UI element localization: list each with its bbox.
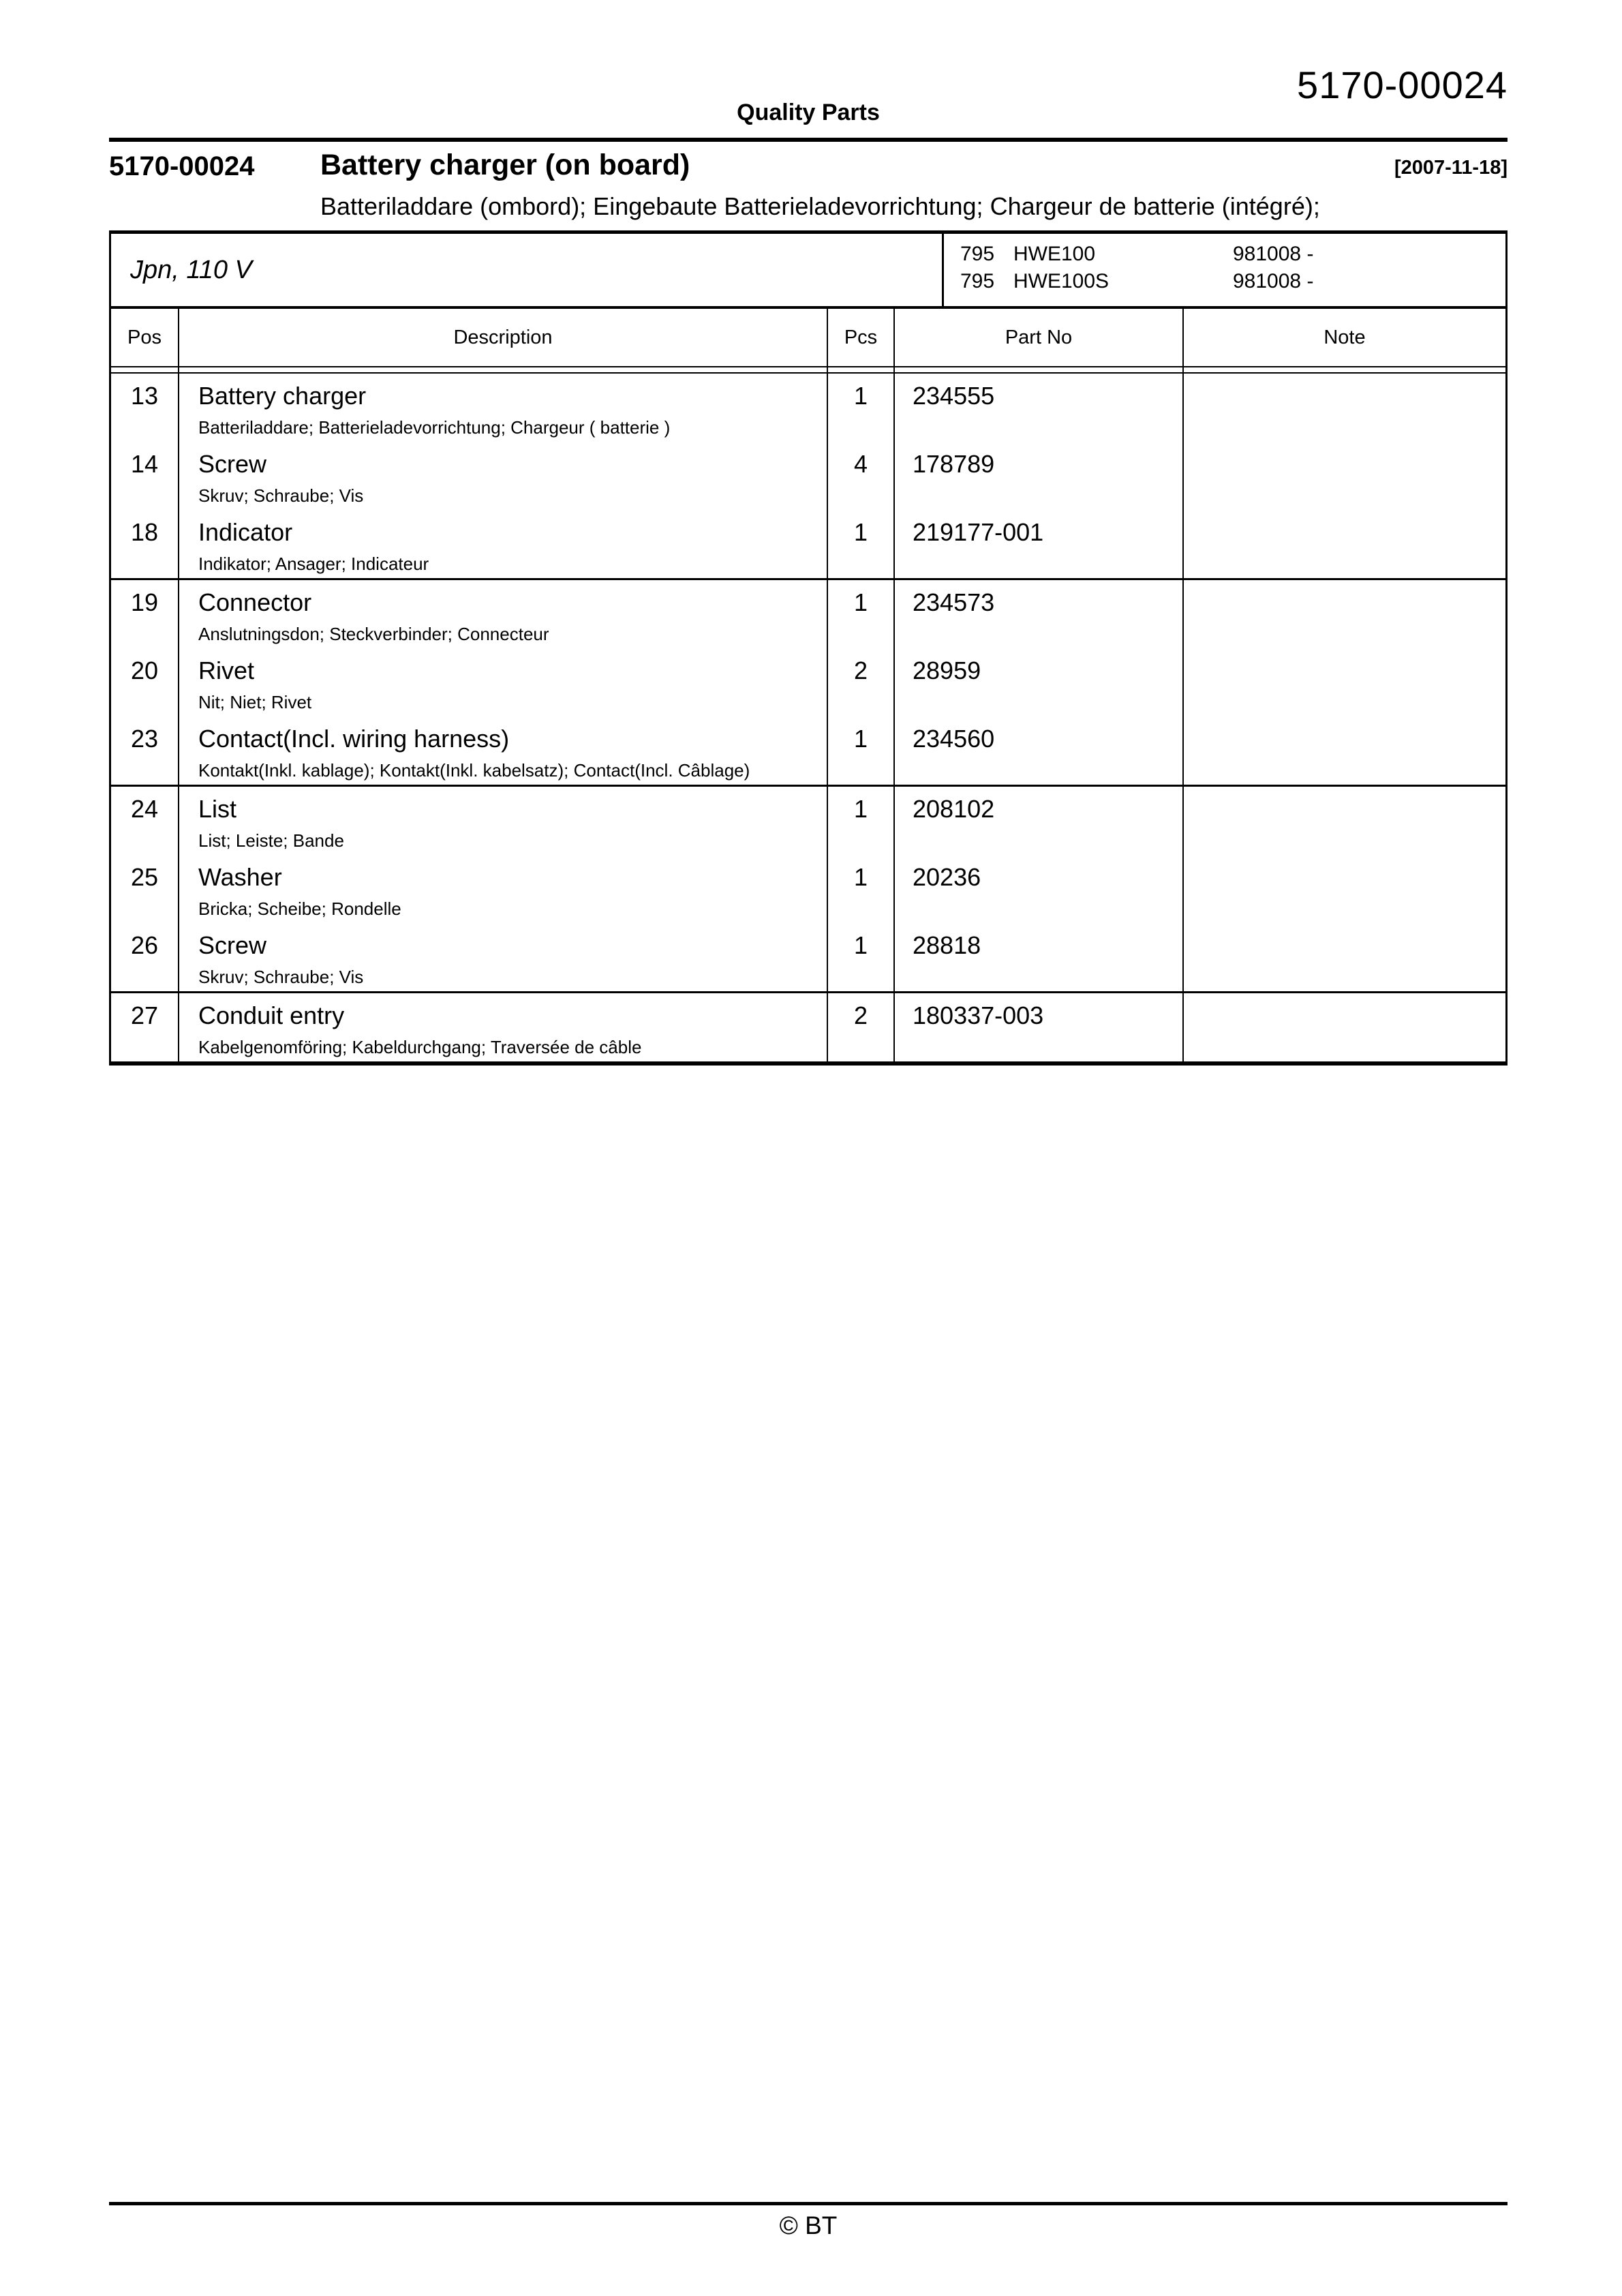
row-description xyxy=(179,993,828,1061)
row-pos: 23 xyxy=(111,716,179,785)
copyright-notice: © BT xyxy=(779,2211,838,2239)
model-row xyxy=(960,241,1505,268)
row-note xyxy=(1184,580,1505,648)
row-description-translations: Batteriladdare; Batterieladevorrichtung; Chargeur ( batterie ) xyxy=(198,417,671,438)
row-note xyxy=(1184,648,1505,716)
row-description-main: List xyxy=(198,795,237,823)
title-row xyxy=(109,149,1508,182)
row-part-no: 234573 xyxy=(895,580,1184,648)
row-part-no: 180337-003 xyxy=(895,993,1184,1061)
row-part-no: 178789 xyxy=(895,442,1184,510)
row-description-translations: Skruv; Schraube; Vis xyxy=(198,485,364,506)
row-description xyxy=(179,510,828,578)
model-name: HWE100S xyxy=(1013,270,1110,292)
row-note xyxy=(1184,510,1505,578)
row-pos: 24 xyxy=(111,787,179,855)
row-pos: 13 xyxy=(111,374,179,442)
row-note xyxy=(1184,374,1505,442)
row-description xyxy=(179,855,828,923)
row-description-translations: Bricka; Scheibe; Rondelle xyxy=(198,898,401,919)
row-description-main: Washer xyxy=(198,863,282,891)
row-description-translations: Indikator; Ansager; Indicateur xyxy=(198,554,429,574)
row-pcs: 1 xyxy=(828,716,895,785)
table-row xyxy=(111,442,1505,510)
row-description-translations: Anslutningsdon; Steckverbinder; Connecteur xyxy=(198,624,549,644)
row-description-main: Conduit entry xyxy=(198,1001,345,1029)
row-pcs: 4 xyxy=(828,442,895,510)
row-part-no: 20236 xyxy=(895,855,1184,923)
row-description-main: Screw xyxy=(198,931,267,959)
row-description xyxy=(179,648,828,716)
row-description xyxy=(179,442,828,510)
model-code: 795 xyxy=(960,270,995,292)
row-description-main: Rivet xyxy=(198,656,255,684)
row-pos: 18 xyxy=(111,510,179,578)
row-pos: 27 xyxy=(111,993,179,1061)
row-description-main: Screw xyxy=(198,450,267,478)
variant-label: Jpn, 110 V xyxy=(111,234,944,306)
row-part-no: 28818 xyxy=(895,923,1184,991)
model-list xyxy=(944,234,1505,306)
row-pos: 20 xyxy=(111,648,179,716)
row-pos: 26 xyxy=(111,923,179,991)
model-name: HWE100 xyxy=(1013,243,1096,265)
row-description xyxy=(179,374,828,442)
model-row xyxy=(960,268,1505,295)
row-pcs: 1 xyxy=(828,923,895,991)
revision-date: [2007-11-18] xyxy=(1394,157,1508,179)
table-row xyxy=(111,648,1505,716)
table-column-headers xyxy=(111,309,1505,366)
row-description xyxy=(179,716,828,785)
model-serial: 981008 - xyxy=(1233,243,1314,265)
row-pcs: 2 xyxy=(828,648,895,716)
row-pcs: 1 xyxy=(828,855,895,923)
header-doc-number: 5170-00024 xyxy=(1297,63,1508,106)
row-description xyxy=(179,580,828,648)
variant-band xyxy=(111,234,1505,309)
table-body xyxy=(111,374,1505,1061)
row-description-main: Connector xyxy=(198,588,312,616)
header-quality-parts: Quality Parts xyxy=(737,100,880,125)
row-pcs: 1 xyxy=(828,580,895,648)
row-note xyxy=(1184,716,1505,785)
row-part-no: 219177-001 xyxy=(895,510,1184,578)
column-header-part-no: Part No xyxy=(895,309,1184,366)
table-row xyxy=(111,510,1505,578)
row-description-main: Battery charger xyxy=(198,382,367,410)
parts-table xyxy=(109,230,1508,1066)
row-note xyxy=(1184,993,1505,1061)
row-description-translations: Skruv; Schraube; Vis xyxy=(198,967,364,987)
row-part-no: 234555 xyxy=(895,374,1184,442)
table-row xyxy=(111,787,1505,855)
row-pcs: 1 xyxy=(828,510,895,578)
table-row xyxy=(111,374,1505,442)
table-row xyxy=(111,923,1505,991)
row-description xyxy=(179,923,828,991)
row-note xyxy=(1184,442,1505,510)
row-pcs: 1 xyxy=(828,374,895,442)
header-divider xyxy=(111,366,1505,374)
table-row xyxy=(111,855,1505,923)
header-rule xyxy=(109,138,1508,142)
row-description xyxy=(179,787,828,855)
column-header-pcs: Pcs xyxy=(828,309,895,366)
footer-rule xyxy=(109,2202,1508,2205)
row-note xyxy=(1184,923,1505,991)
row-pos: 19 xyxy=(111,580,179,648)
table-row xyxy=(111,716,1505,785)
row-part-no: 208102 xyxy=(895,787,1184,855)
row-part-no: 234560 xyxy=(895,716,1184,785)
row-pos: 14 xyxy=(111,442,179,510)
table-row xyxy=(111,580,1505,648)
row-pcs: 1 xyxy=(828,787,895,855)
row-part-no: 28959 xyxy=(895,648,1184,716)
row-pos: 25 xyxy=(111,855,179,923)
row-description-translations: Kabelgenomföring; Kabeldurchgang; Traversée de câble xyxy=(198,1037,642,1057)
column-header-note: Note xyxy=(1323,326,1366,348)
table-row xyxy=(111,993,1505,1061)
model-serial: 981008 - xyxy=(1233,270,1314,292)
row-description-main: Contact(Incl. wiring harness) xyxy=(198,725,510,753)
column-header-pos: Pos xyxy=(111,309,179,366)
row-description-translations: Kontakt(Inkl. kablage); Kontakt(Inkl. kabelsatz); Contact(Incl. Câblage) xyxy=(198,760,750,781)
row-description-translations: List; Leiste; Bande xyxy=(198,830,344,851)
row-description-main: Indicator xyxy=(198,518,293,546)
row-note xyxy=(1184,855,1505,923)
row-note xyxy=(1184,787,1505,855)
row-pcs: 2 xyxy=(828,993,895,1061)
row-description-translations: Nit; Niet; Rivet xyxy=(198,692,312,712)
page-title: Battery charger (on board) xyxy=(320,149,690,181)
title-translations: Batteriladdare (ombord); Eingebaute Batterieladevorrichtung; Chargeur de batterie (intégré); xyxy=(320,192,1320,220)
title-doc-number: 5170-00024 xyxy=(109,151,255,181)
column-header-description: Description xyxy=(179,309,828,366)
model-code: 795 xyxy=(960,243,995,265)
